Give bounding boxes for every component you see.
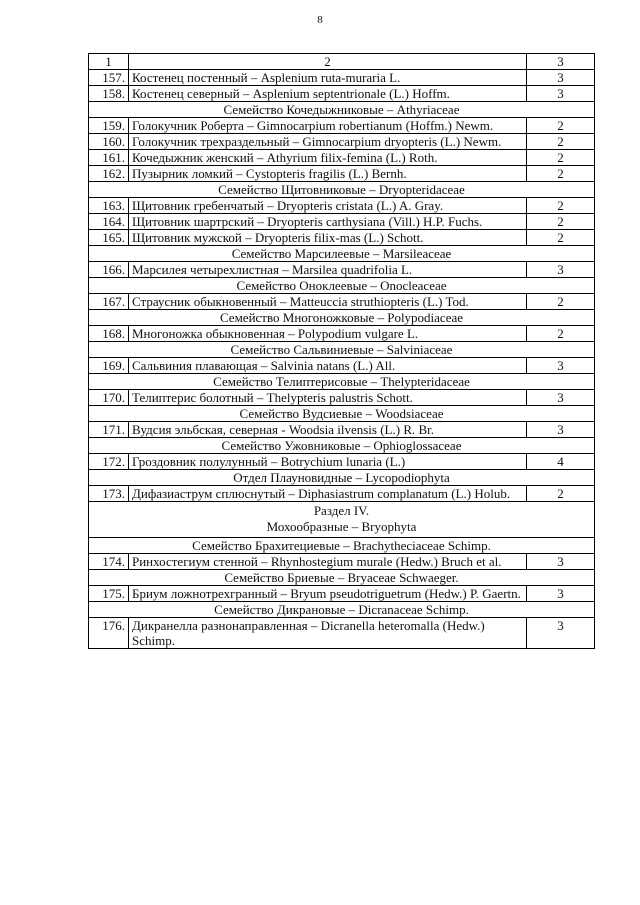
species-row (89, 326, 595, 342)
species-row (89, 262, 595, 278)
header-col-1: 1 (89, 54, 129, 70)
species-category: 2 (527, 294, 595, 310)
family-heading: Семейство Сальвиниевые – Salviniaceae (89, 342, 595, 358)
species-category: 3 (527, 422, 595, 438)
species-name: Бриум ложнотрехгранный – Bryum pseudotriguetrum (Hedw.) P. Gaertn. (129, 586, 527, 602)
species-category: 2 (527, 166, 595, 182)
species-row (89, 618, 595, 649)
section-subtitle: Мохообразные – Bryophyta (266, 519, 417, 534)
species-number: 165. (89, 230, 129, 246)
family-heading: Семейство Кочедыжниковые – Athyriaceae (89, 102, 595, 118)
family-heading-row (89, 570, 595, 586)
species-category: 2 (527, 230, 595, 246)
species-number: 164. (89, 214, 129, 230)
species-number: 162. (89, 166, 129, 182)
species-number: 170. (89, 390, 129, 406)
species-name: Марсилея четырехлистная – Marsilea quadrifolia L. (129, 262, 527, 278)
species-name: Пузырник ломкий – Cystopteris fragilis (L.) Bernh. (129, 166, 527, 182)
species-category: 2 (527, 150, 595, 166)
family-heading-row (89, 246, 595, 262)
species-row (89, 166, 595, 182)
species-number: 175. (89, 586, 129, 602)
species-name: Страусник обыкновенный – Matteuccia struthiopteris (L.) Tod. (129, 294, 527, 310)
family-heading: Семейство Оноклеевые – Onocleaceae (89, 278, 595, 294)
species-name: Голокучник трехраздельный – Gimnocarpium dryopteris (L.) Newm. (129, 134, 527, 150)
species-category: 2 (527, 486, 595, 502)
species-number: 169. (89, 358, 129, 374)
species-category: 3 (527, 358, 595, 374)
species-number: 174. (89, 554, 129, 570)
family-heading: Семейство Брахитециевые – Brachytheciaceae Schimp. (89, 538, 595, 554)
family-heading: Семейство Бриевые – Bryaceae Schwaeger. (89, 570, 595, 586)
species-name: Костенец северный – Asplenium septentrionale (L.) Hoffm. (129, 86, 527, 102)
family-heading: Семейство Вудсиевые – Woodsiaceae (89, 406, 595, 422)
species-category: 2 (527, 198, 595, 214)
family-heading-row (89, 406, 595, 422)
family-heading-row (89, 538, 595, 554)
species-table (88, 53, 595, 649)
family-heading: Семейство Щитовниковые – Dryopteridaceae (89, 182, 595, 198)
species-category: 4 (527, 454, 595, 470)
species-category: 2 (527, 118, 595, 134)
species-number: 166. (89, 262, 129, 278)
section-heading (89, 502, 595, 538)
species-row (89, 150, 595, 166)
species-number: 173. (89, 486, 129, 502)
species-number: 167. (89, 294, 129, 310)
species-row (89, 134, 595, 150)
species-row (89, 486, 595, 502)
family-heading: Семейство Ужовниковые – Ophioglossaceae (89, 438, 595, 454)
species-number: 163. (89, 198, 129, 214)
division-heading: Отдел Плауновидные – Lycopodiophyta (89, 470, 595, 486)
family-heading-row (89, 602, 595, 618)
species-number: 160. (89, 134, 129, 150)
species-category: 2 (527, 214, 595, 230)
species-name: Щитовник гребенчатый – Dryopteris cristata (L.) A. Gray. (129, 198, 527, 214)
species-table-body (89, 54, 595, 649)
family-heading-row (89, 310, 595, 326)
species-number: 172. (89, 454, 129, 470)
family-heading: Семейство Телиптерисовые – Thelypteridaceae (89, 374, 595, 390)
species-row (89, 390, 595, 406)
species-number: 168. (89, 326, 129, 342)
species-name: Ринхостегиум стенной – Rhynhostegium murale (Hedw.) Bruch et al. (129, 554, 527, 570)
species-category: 3 (527, 618, 595, 649)
page-number: 8 (317, 14, 323, 26)
species-row (89, 358, 595, 374)
species-row (89, 230, 595, 246)
family-heading: Семейство Дикрановые – Dicranaceae Schimp. (89, 602, 595, 618)
section-heading-row (89, 502, 595, 538)
species-number: 157. (89, 70, 129, 86)
species-category: 3 (527, 390, 595, 406)
species-category: 2 (527, 326, 595, 342)
family-heading-row (89, 182, 595, 198)
species-row (89, 198, 595, 214)
species-name: Кочедыжник женский – Athyrium filix-femina (L.) Roth. (129, 150, 527, 166)
species-name: Костенец постенный – Asplenium ruta-muraria L. (129, 70, 527, 86)
section-title: Раздел IV. (313, 503, 370, 518)
species-row (89, 70, 595, 86)
species-name: Гроздовник полулунный – Botrychium lunaria (L.) (129, 454, 527, 470)
species-category: 3 (527, 262, 595, 278)
header-col-3: 3 (527, 54, 595, 70)
header-col-2: 2 (129, 54, 527, 70)
species-number: 158. (89, 86, 129, 102)
species-category: 2 (527, 134, 595, 150)
table-header-row (89, 54, 595, 70)
family-heading-row (89, 278, 595, 294)
species-row (89, 294, 595, 310)
species-row (89, 118, 595, 134)
species-row (89, 586, 595, 602)
species-name: Многоножка обыкновенная – Polypodium vulgare L. (129, 326, 527, 342)
species-category: 3 (527, 586, 595, 602)
species-row (89, 214, 595, 230)
species-category: 3 (527, 554, 595, 570)
family-heading-row (89, 102, 595, 118)
species-name: Вудсия эльбская, северная - Woodsia ilvensis (L.) R. Br. (129, 422, 527, 438)
family-heading: Семейство Марсилеевые – Marsileaceae (89, 246, 595, 262)
species-category: 3 (527, 86, 595, 102)
species-name: Дикранелла разнонаправленная – Dicranella heteromalla (Hedw.) Schimp. (129, 618, 527, 649)
species-row (89, 86, 595, 102)
species-name: Голокучник Роберта – Gimnocarpium robertianum (Hoffm.) Newm. (129, 118, 527, 134)
species-category: 3 (527, 70, 595, 86)
family-heading: Семейство Многоножковые – Polypodiaceae (89, 310, 595, 326)
species-row (89, 554, 595, 570)
species-name: Щитовник мужской – Dryopteris filix-mas (L.) Schott. (129, 230, 527, 246)
division-heading-row (89, 470, 595, 486)
species-number: 159. (89, 118, 129, 134)
family-heading-row (89, 342, 595, 358)
species-number: 176. (89, 618, 129, 649)
family-heading-row (89, 374, 595, 390)
species-number: 171. (89, 422, 129, 438)
species-row (89, 454, 595, 470)
species-number: 161. (89, 150, 129, 166)
species-row (89, 422, 595, 438)
species-name: Сальвиния плавающая – Salvinia natans (L.) All. (129, 358, 527, 374)
species-name: Щитовник шартрский – Dryopteris carthysiana (Vill.) H.P. Fuchs. (129, 214, 527, 230)
family-heading-row (89, 438, 595, 454)
species-name: Дифазиаструм сплюснутый – Diphasiastrum complanatum (L.) Holub. (129, 486, 527, 502)
species-name: Телиптерис болотный – Thelypteris palustris Schott. (129, 390, 527, 406)
